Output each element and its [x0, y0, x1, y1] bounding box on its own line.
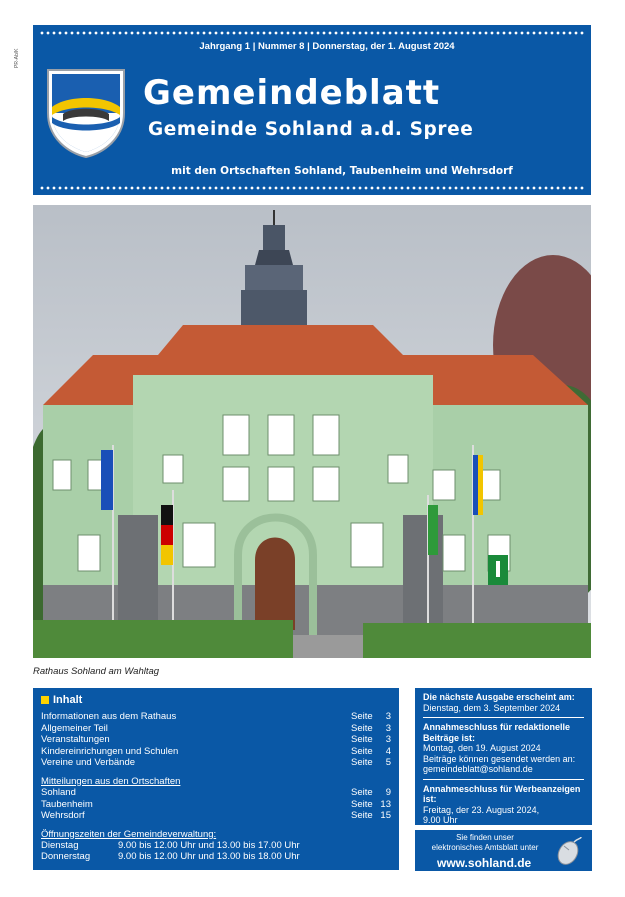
square-bullet-icon — [41, 696, 49, 704]
toc-seite: Seite — [351, 810, 373, 821]
website-note-line1: Sie finden unser — [456, 833, 514, 842]
contents-heading-label: Inhalt — [53, 694, 83, 706]
toc-seite: Seite — [351, 757, 373, 768]
website-note-line2: elektronisches Amtsblatt unter — [431, 843, 539, 852]
toc-label: Kindereinrichungen und Schulen — [41, 745, 179, 757]
toc-row — [41, 711, 391, 723]
next-issue-label: Die nächste Ausgabe erscheint am: — [423, 692, 575, 702]
toc-seite: Seite — [351, 745, 373, 757]
dotted-border-bottom — [39, 186, 585, 190]
issue-line: Jahrgang 1 | Nummer 8 | Donnerstag, der 1. August 2024 — [199, 41, 455, 52]
photo-caption: Rathaus Sohland am Wahltag — [33, 666, 160, 677]
coat-of-arms-icon — [45, 67, 127, 159]
toc-label: Informationen aus dem Rathaus — [41, 711, 177, 722]
toc-page-number: 5 — [385, 757, 391, 768]
toc-seite: Seite — [351, 787, 373, 798]
tagline: mit den Ortschaften Sohland, Taubenheim und Wehrsdorf — [171, 165, 513, 177]
toc-row — [41, 757, 391, 769]
town-hall-photo — [33, 205, 591, 658]
toc-label: Allgemeiner Teil — [41, 722, 108, 734]
hours-day: Donnerstag — [41, 851, 91, 862]
toc-label: Veranstaltungen — [41, 734, 110, 745]
hours-row — [41, 851, 391, 862]
section-title-opening-hours: Öffnungszeiten der Gemeindeverwaltung: — [41, 828, 217, 840]
website-link[interactable]: www.sohland.de — [437, 856, 532, 870]
toc-page-number: 3 — [385, 711, 391, 722]
toc-row — [41, 734, 391, 746]
toc-row — [41, 799, 391, 811]
toc-seite: Seite — [351, 798, 373, 810]
ads-deadline-time: 9.00 Uhr — [423, 815, 458, 825]
toc-row — [41, 810, 391, 822]
editorial-deadline-date: Montag, den 19. August 2024 — [423, 743, 541, 753]
editorial-deadline-label: Annahmeschluss für redaktionelle Beiträge ist: — [423, 722, 571, 743]
toc-row — [41, 723, 391, 735]
toc-seite: Seite — [351, 722, 373, 734]
hours-time: 9.00 bis 12.00 Uhr und 13.00 bis 18.00 Uhr — [118, 851, 300, 862]
masthead — [33, 25, 591, 195]
section-title-ortschaften: Mitteilungen aus den Ortschaften — [41, 775, 181, 787]
toc-page-number: 3 — [385, 722, 391, 734]
computer-mouse-icon — [554, 836, 582, 866]
toc-seite: Seite — [351, 711, 373, 722]
toc-seite: Seite — [351, 734, 373, 745]
divider — [423, 717, 584, 718]
contents-heading — [41, 694, 391, 706]
toc-page-number: 9 — [385, 787, 391, 798]
toc-label: Vereine und Verbände — [41, 757, 136, 768]
issue-info-box — [415, 688, 592, 825]
hours-row — [41, 840, 391, 851]
toc-row — [41, 787, 391, 799]
dotted-border-top — [39, 31, 585, 35]
toc-page-number: 15 — [380, 810, 391, 821]
toc-row — [41, 746, 391, 758]
toc-page-number: 4 — [385, 745, 391, 757]
toc-page-number: 3 — [385, 734, 391, 745]
toc-label: Wehrsdorf — [41, 810, 85, 821]
divider — [423, 779, 584, 780]
email-link[interactable]: gemeindeblatt@sohland.de — [423, 764, 533, 774]
website-box — [415, 830, 592, 871]
toc-label: Sohland — [41, 787, 76, 798]
editorial-deadline-note: Beiträge können gesendet werden an: — [423, 753, 576, 764]
table-of-contents — [33, 688, 399, 870]
toc-page-number: 13 — [380, 798, 391, 810]
hours-time: 9.00 bis 12.00 Uhr und 13.00 bis 17.00 Uhr — [118, 840, 300, 851]
toc-label: Taubenheim — [41, 798, 93, 810]
hours-day: Dienstag — [41, 840, 79, 851]
print-code: PR-Ab/K — [14, 48, 20, 68]
ads-deadline-date: Freitag, der 23. August 2024, — [423, 804, 540, 815]
ads-deadline-label: Annahmeschluss für Werbeanzeigen ist: — [423, 783, 581, 804]
municipality-name: Gemeinde Sohland a.d. Spree — [148, 119, 474, 140]
publication-title: Gemeindeblatt — [143, 73, 441, 113]
next-issue-date: Dienstag, dem 3. September 2024 — [423, 702, 561, 713]
